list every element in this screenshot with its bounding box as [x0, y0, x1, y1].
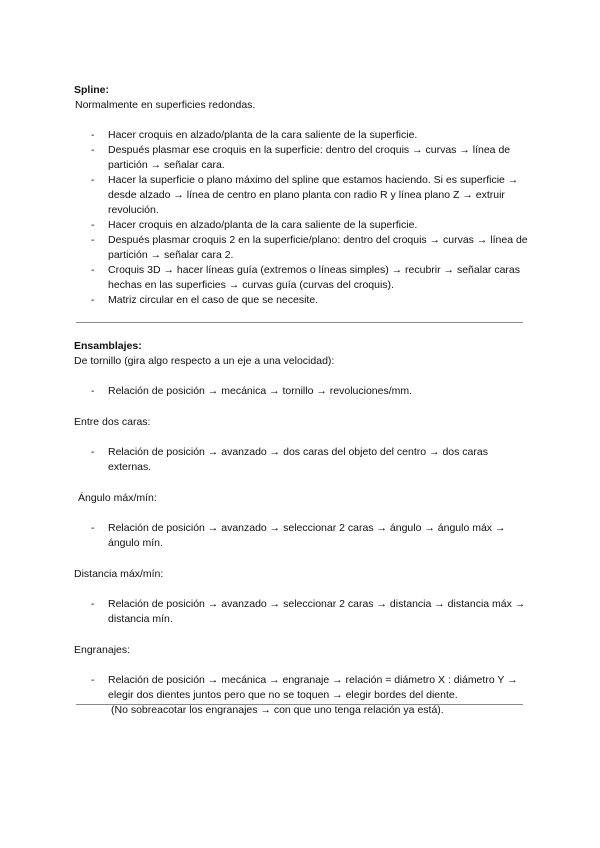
dos-caras-heading: Entre dos caras:: [74, 416, 151, 428]
dos-caras-list: [74, 445, 529, 475]
spline-title: Spline:: [74, 84, 110, 96]
list-item: - Hacer croquis en alzado/planta de la cara saliente de la superficie.: [74, 128, 529, 143]
engranajes-note: (No sobreacotar los engranajes → con que uno tenga relación ya está).: [111, 704, 444, 716]
spline-intro: Normalmente en superficies redondas.: [75, 99, 256, 111]
list-item: - Después plasmar ese croquis en la superficie: dentro del croquis → curvas → línea de partición → señalar cara.: [74, 143, 529, 173]
list-item: - Croquis 3D → hacer líneas guía (extremos o líneas simples) → recubrir → señalar caras hechas en las superficies → curvas guía (curvas del croquis).: [74, 263, 529, 293]
list-item: - Relación de posición → avanzado → seleccionar 2 caras → ángulo → ángulo máx → ángulo mín.: [74, 521, 529, 551]
tornillo-heading: De tornillo (gira algo respecto a un eje a una velocidad):: [74, 355, 335, 367]
ensamblajes-title: Ensamblajes:: [74, 340, 142, 352]
tornillo-list: [74, 384, 529, 399]
list-item: - Hacer croquis en alzado/planta de la cara saliente de la superficie.: [74, 218, 529, 233]
list-item: - Matriz circular en el caso de que se necesite.: [74, 293, 529, 308]
list-item: - Después plasmar croquis 2 en la superficie/plano: dentro del croquis → curvas → línea de partición → señalar cara 2.: [74, 233, 529, 263]
section-divider: [76, 704, 523, 705]
distancia-list: [74, 597, 529, 627]
spline-steps-list: [74, 128, 529, 308]
spline-section: [74, 83, 529, 308]
list-item: - Relación de posición → mecánica → tornillo → revoluciones/mm.: [74, 384, 529, 399]
list-item: - Relación de posición → mecánica → engranaje → relación = diámetro X : diámetro Y → elegir dos dientes juntos pero que no se toquen → elegir bordes del diente.: [74, 673, 529, 703]
list-item: - Relación de posición → avanzado → dos caras del objeto del centro → dos caras externas.: [74, 445, 529, 475]
engranajes-heading: Engranajes:: [74, 644, 131, 656]
engranajes-list: [74, 673, 529, 703]
list-item: - Hacer la superficie o plano máximo del spline que estamos haciendo. Si es superficie → desde alzado → línea de centro en plano planta con radio R y línea plano Z → extruir revolución.: [74, 173, 529, 218]
list-item: - Relación de posición → avanzado → seleccionar 2 caras → distancia → distancia máx → distancia mín.: [74, 597, 529, 627]
section-divider: [76, 322, 523, 323]
angulo-list: [74, 521, 529, 551]
angulo-heading: Ángulo máx/mín:: [78, 492, 157, 504]
distancia-heading: Distancia máx/mín:: [74, 568, 164, 580]
ensamblajes-section: [74, 339, 529, 718]
